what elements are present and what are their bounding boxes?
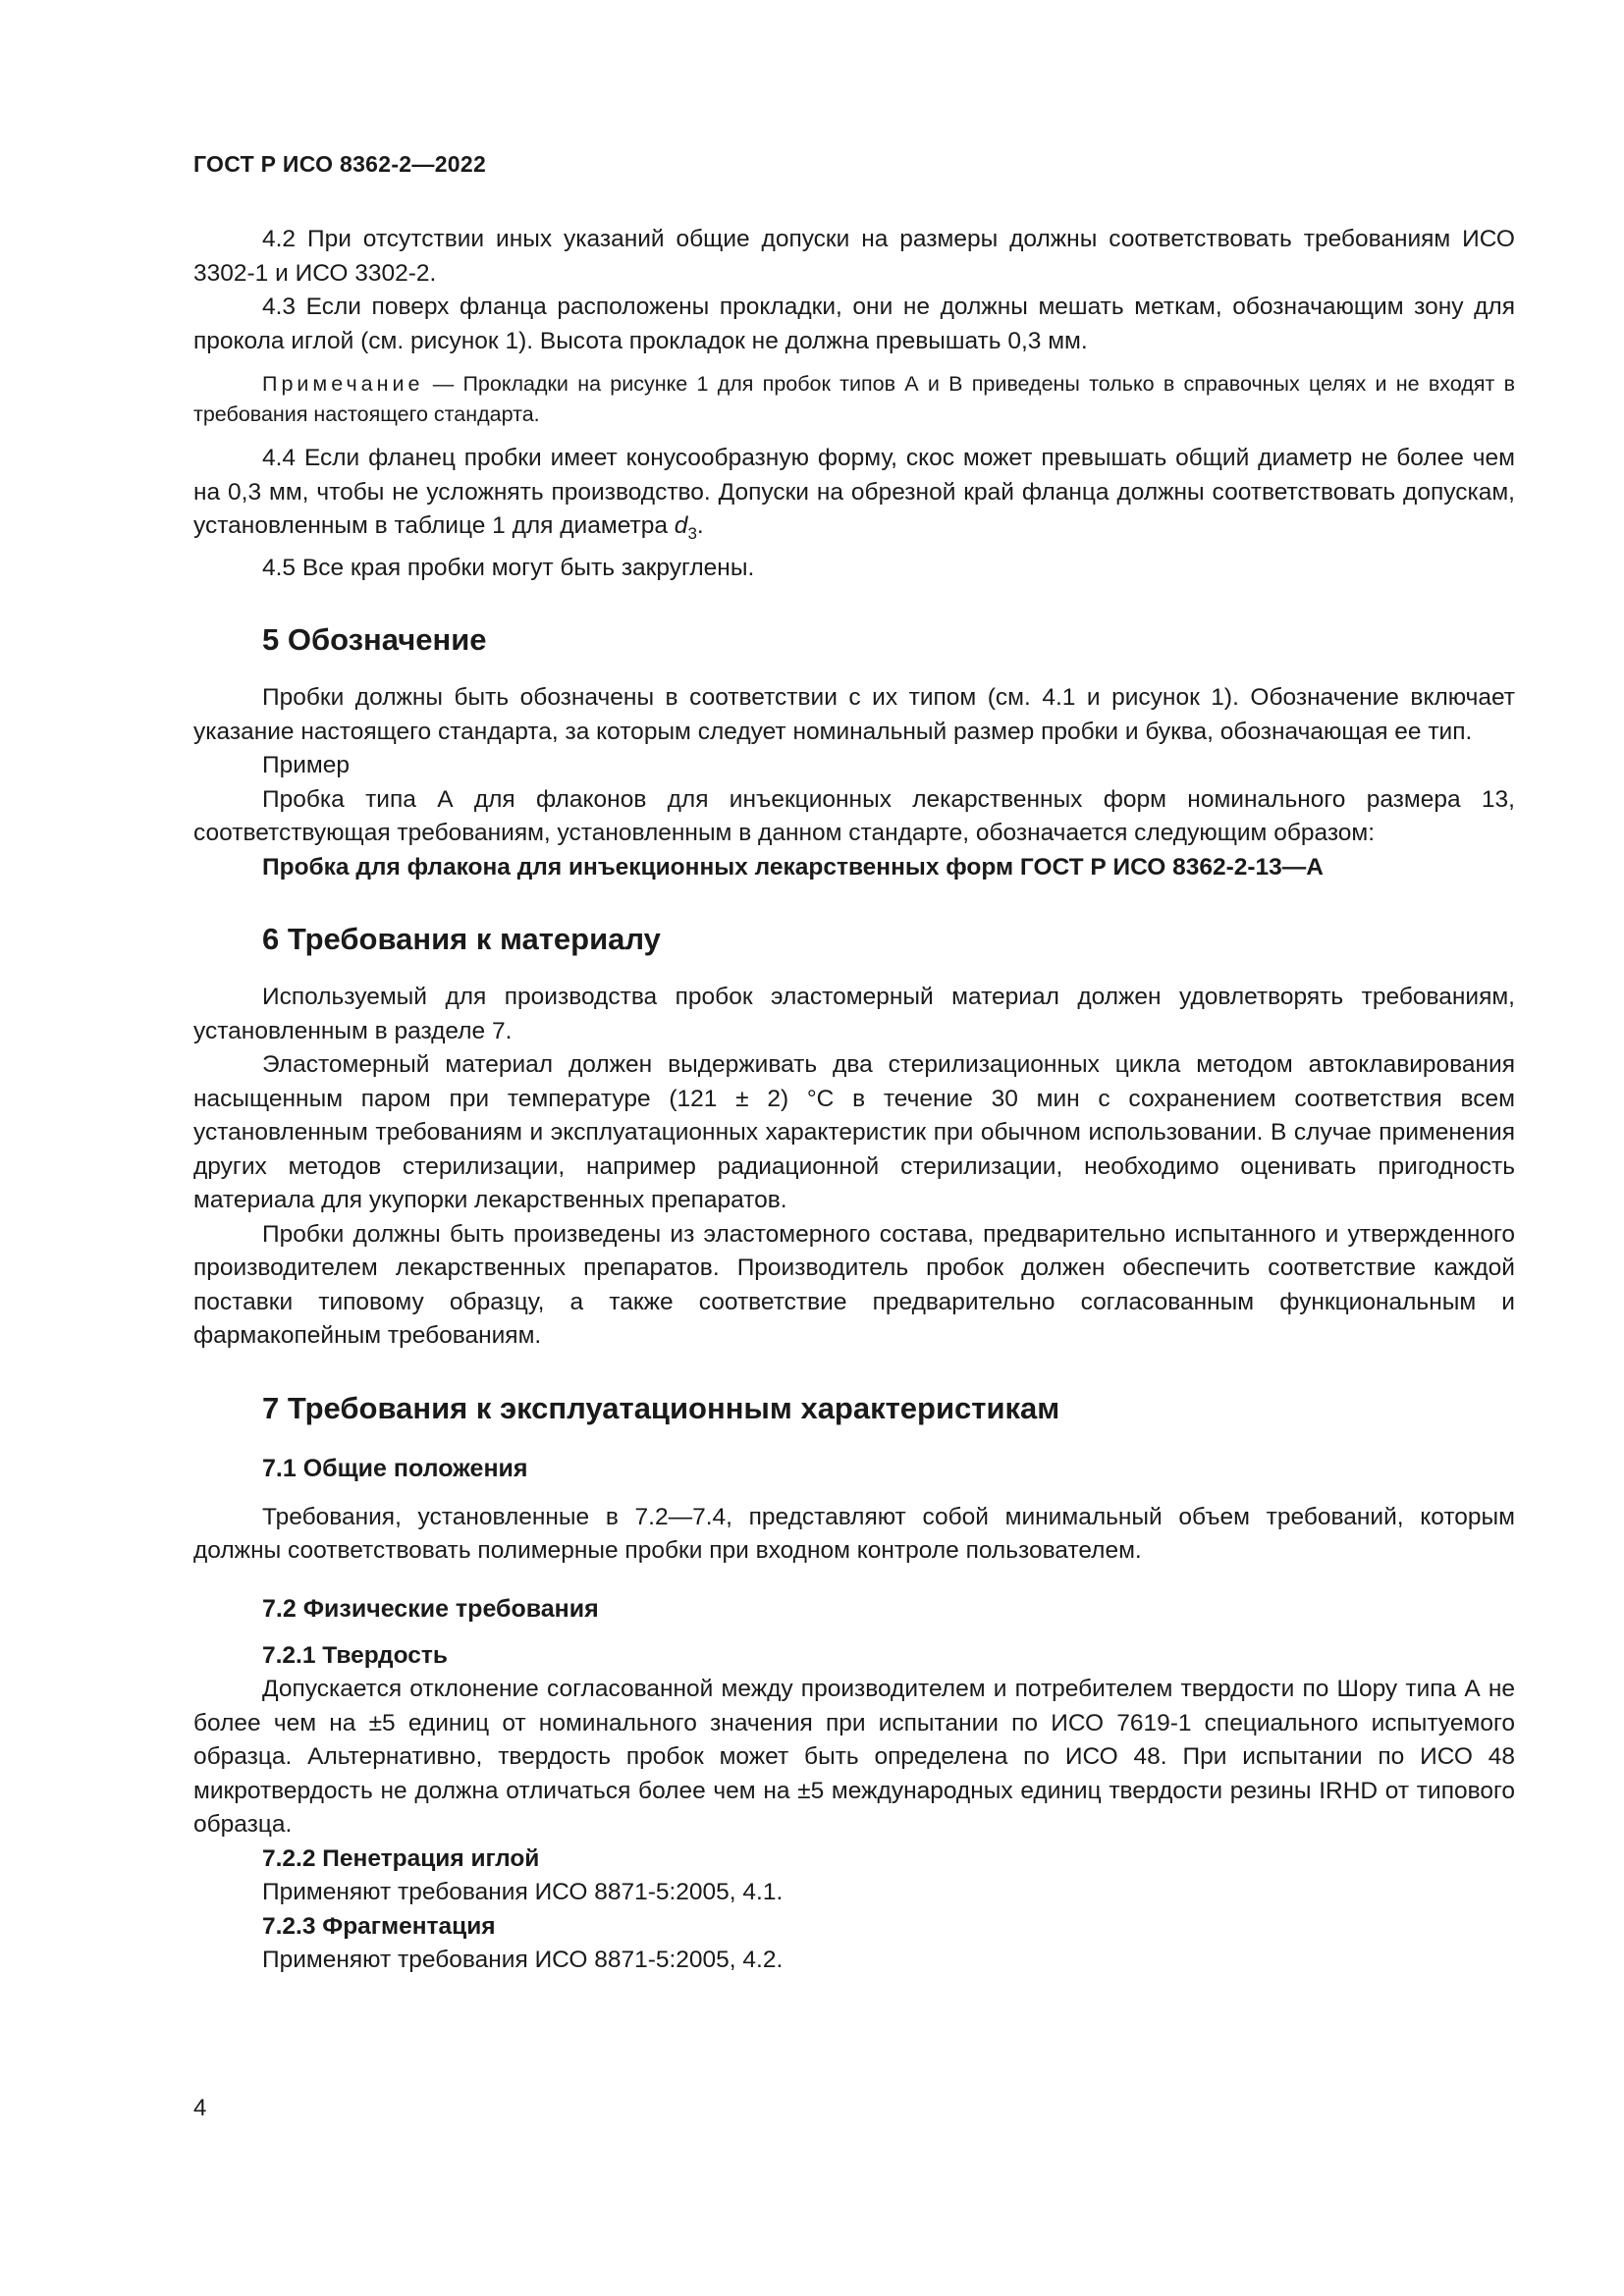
clause-7-2-2-heading: 7.2.2 Пенетрация иглой bbox=[262, 1844, 540, 1872]
clause-4-4 bbox=[193, 442, 1515, 552]
page-body bbox=[193, 223, 1515, 1978]
subsection-7-2-heading: 7.2 Физические требования bbox=[262, 1594, 599, 1623]
section-6-heading: 6 Требования к материалу bbox=[262, 922, 661, 956]
section-6-paragraph-3: Пробки должны быть произведены из эластомерного состава, предварительно испытанного и утвержденного производителем лекарственных препаратов. Производитель пробок должен обеспечить соответствие каждой поставки типовому образцу, а также соответствие предварительно согласованным функциональным и фармакопейным требованиям. bbox=[193, 1220, 1515, 1349]
example-text: Пробка типа А для флаконов для инъекционных лекарственных форм номинального размера 13, соответствующая требованиям, установленным в данном стандарте, обозначается следующим образом: bbox=[193, 785, 1515, 846]
designation-example: Пробка для флакона для инъекционных лекарственных форм ГОСТ Р ИСО 8362-2-13—A bbox=[262, 853, 1324, 881]
clause-4-2: 4.2 При отсутствии иных указаний общие допуски на размеры должны соответствовать требованиям ИСО 3302-1 и ИСО 3302-2. bbox=[193, 226, 1515, 287]
clause-4-4-text: 4.4 Если фланец пробки имеет конусообразную форму, скос может превышать общий диаметр не более чем на 0,3 мм, чтобы не усложнять производство. Допуски на обрезной край фланца должны соответствовать допускам, установленным в таблице 1 для диаметра bbox=[193, 445, 1515, 539]
note-label: Примечание bbox=[262, 372, 424, 396]
clause-4-3: 4.3 Если поверх фланца расположены прокладки, они не должны мешать меткам, обозначающим зону для прокола иглой (см. рисунок 1). Высота прокладок не должна превышать 0,3 мм. bbox=[193, 294, 1515, 354]
subsection-7-1-text: Требования, установленные в 7.2—7.4, представляют собой минимальный объем требований, которым должны соответствовать полимерные пробки при входном контроле пользователем. bbox=[193, 1503, 1515, 1564]
note bbox=[193, 369, 1515, 430]
section-6-paragraph-1: Используемый для производства пробок эластомерный материал должен удовлетворять требованиям, установленным в разделе 7. bbox=[193, 984, 1515, 1044]
subsection-7-1-heading: 7.1 Общие положения bbox=[262, 1454, 528, 1482]
diameter-variable: d bbox=[674, 512, 688, 539]
clause-7-2-2-text: Применяют требования ИСО 8871-5:2005, 4.1. bbox=[262, 1879, 784, 1905]
clause-4-5: 4.5 Все края пробки могут быть закруглены. bbox=[262, 554, 755, 581]
clause-7-2-3-text: Применяют требования ИСО 8871-5:2005, 4.2. bbox=[262, 1947, 784, 1973]
section-7-heading: 7 Требования к эксплуатационным характеристикам bbox=[262, 1390, 1060, 1425]
clause-7-2-1-text: Допускается отклонение согласованной между производителем и потребителем твердости по Шору типа А не более чем на ±5 единиц от номинального значения при испытании по ИСО 7619-1 специального испытуемого образца. Альтернативно, твердость пробок может быть определена по ИСО 48. При испытании по ИСО 48 микротвердость не должна отличаться более чем на ±5 международных единиц твердости резины IRHD от типового образца. bbox=[193, 1676, 1515, 1838]
section-5-paragraph: Пробки должны быть обозначены в соответствии с их типом (см. 4.1 и рисунок 1). Обозначение включает указание настоящего стандарта, за которым следует номинальный размер пробки и буква, обозначающая ее тип. bbox=[193, 684, 1515, 745]
page-number: 4 bbox=[193, 2095, 207, 2121]
note-text: — Прокладки на рисунке 1 для пробок типов А и В приведены только в справочных целях и не входят в требования настоящего стандарта. bbox=[193, 372, 1515, 426]
clause-7-2-3-heading: 7.2.3 Фрагментация bbox=[262, 1912, 496, 1940]
section-5-heading: 5 Обозначение bbox=[262, 622, 487, 657]
clause-7-2-1-heading: 7.2.1 Твердость bbox=[262, 1641, 448, 1669]
document-header: ГОСТ Р ИСО 8362-2—2022 bbox=[193, 151, 487, 177]
clause-4-4-end: . bbox=[696, 512, 704, 539]
diameter-subscript: 3 bbox=[687, 524, 697, 543]
example-label: Пример bbox=[262, 752, 351, 778]
section-6-paragraph-2: Эластомерный материал должен выдерживать два стерилизационных цикла методом автоклавирования насыщенным паром при температуре (121 ± 2) °С в течение 30 мин с сохранением соответствия всем установленным требованиям и эксплуатационных характеристик при обычном использовании. В случае применения других методов стерилизации, например радиационной стерилизации, необходимо оценивать пригодность материала для укупорки лекарственных препаратов. bbox=[193, 1051, 1515, 1213]
